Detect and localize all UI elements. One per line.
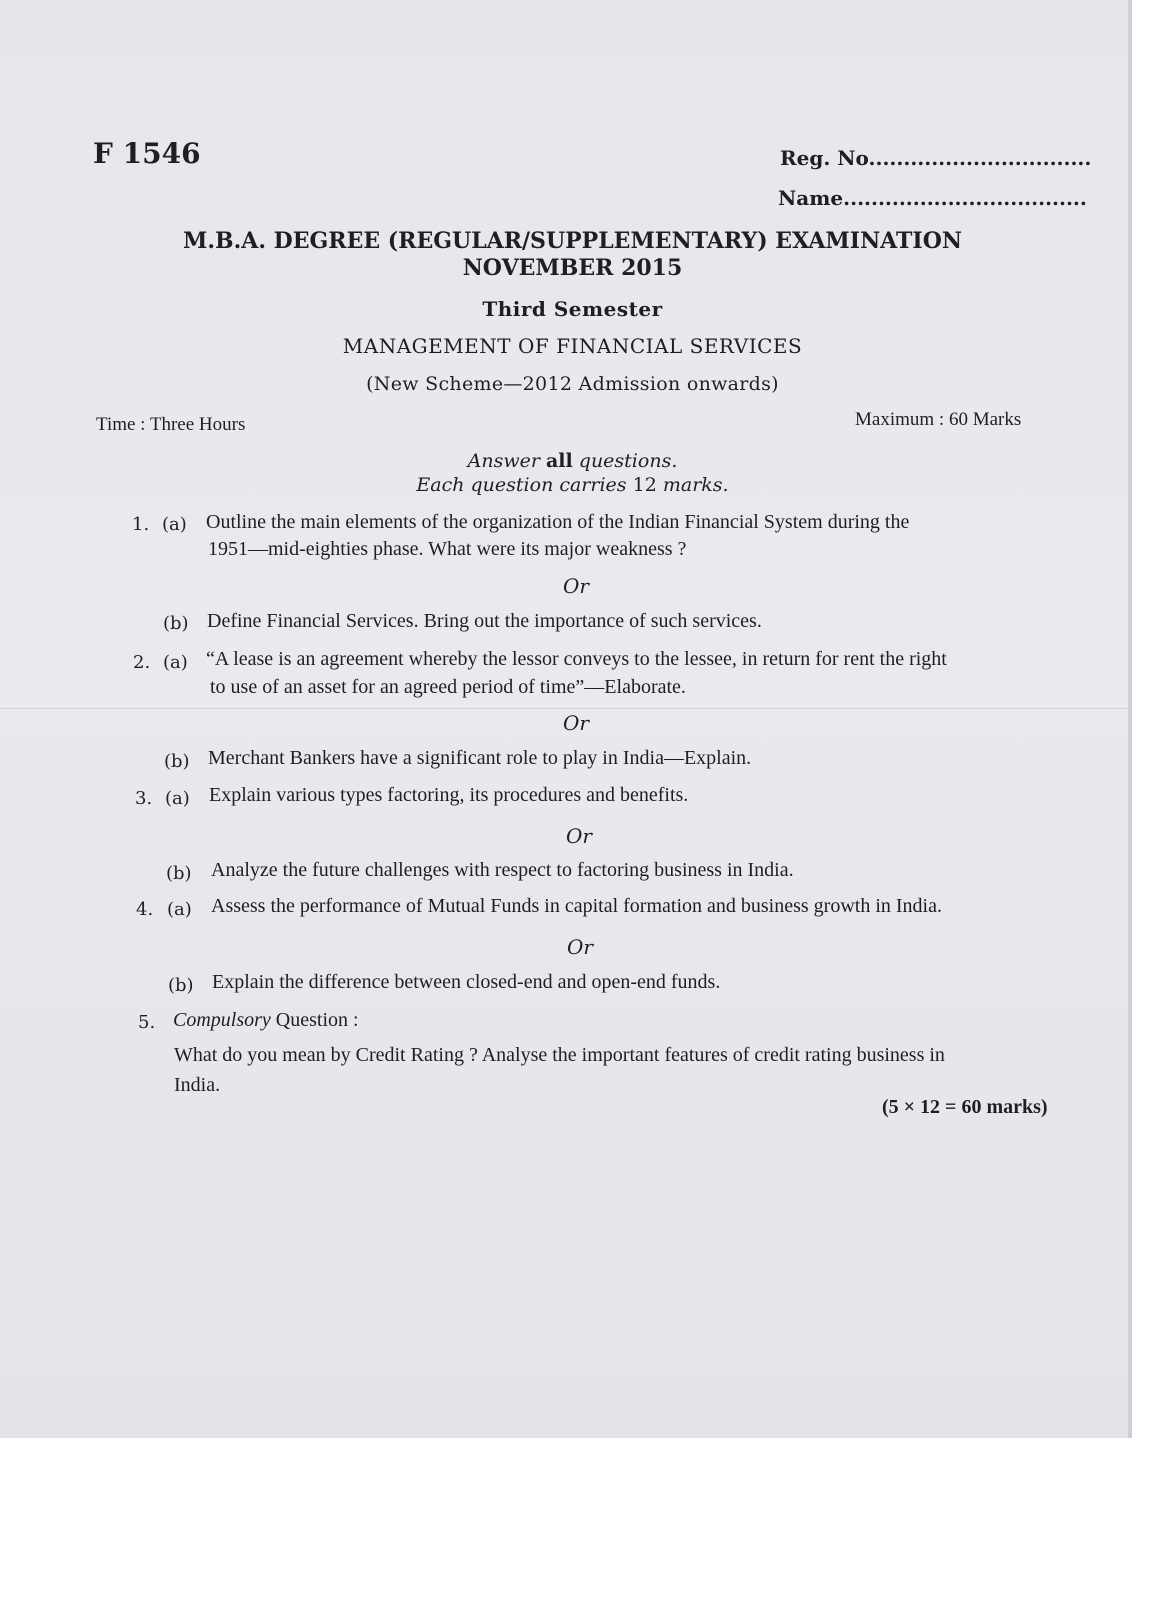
question-3b-label: (b) bbox=[166, 863, 192, 884]
exam-title: M.B.A. DEGREE (REGULAR/SUPPLEMENTARY) EXAMINATION bbox=[183, 228, 962, 254]
total-marks: (5 × 12 = 60 marks) bbox=[882, 1096, 1048, 1118]
question-2-number: 2. bbox=[133, 652, 151, 673]
instruction-1-bold: all bbox=[545, 450, 573, 472]
question-1b-label: (b) bbox=[163, 613, 189, 634]
question-2a-label: (a) bbox=[163, 652, 188, 673]
question-3a-label: (a) bbox=[165, 788, 190, 809]
reg-no-dots: ............................... bbox=[875, 146, 1092, 170]
question-5-line-1: What do you mean by Credit Rating ? Analyse the important features of credit rating business in bbox=[174, 1044, 945, 1066]
instruction-answer-all bbox=[0, 450, 1145, 472]
reg-no-field bbox=[780, 146, 1091, 170]
question-3a-text: Explain various types factoring, its procedures and benefits. bbox=[209, 784, 689, 806]
question-3-number: 3. bbox=[135, 788, 153, 809]
question-4-number: 4. bbox=[136, 899, 154, 920]
name-dots: ................................... bbox=[843, 186, 1087, 210]
scheme-note: (New Scheme—2012 Admission onwards) bbox=[366, 373, 779, 395]
question-1b-text: Define Financial Services. Bring out the importance of such services. bbox=[207, 610, 762, 632]
or-separator: Or bbox=[567, 935, 593, 959]
name-label: Name bbox=[778, 186, 844, 210]
instruction-2-post: marks. bbox=[662, 474, 729, 496]
question-4b-label: (b) bbox=[168, 975, 194, 996]
paper-edge bbox=[1128, 0, 1132, 1438]
question-3b-text: Analyze the future challenges with respect to factoring business in India. bbox=[211, 859, 794, 881]
question-2b-label: (b) bbox=[164, 751, 190, 772]
instruction-2-num: 12 bbox=[632, 474, 657, 496]
question-2b-text: Merchant Bankers have a significant role to play in India—Explain. bbox=[208, 747, 752, 769]
question-1-number: 1. bbox=[132, 514, 150, 535]
question-1a-label: (a) bbox=[162, 514, 187, 535]
instruction-1-pre: Answer bbox=[467, 450, 540, 472]
question-4a-label: (a) bbox=[167, 899, 192, 920]
question-1a-line-2: 1951—mid-eighties phase. What were its major weakness ? bbox=[208, 538, 687, 560]
maximum-marks: Maximum : 60 Marks bbox=[855, 409, 1022, 430]
question-4a-text: Assess the performance of Mutual Funds in capital formation and business growth in India. bbox=[211, 895, 942, 917]
question-4b-text: Explain the difference between closed-end and open-end funds. bbox=[212, 971, 721, 993]
question-5-heading-italic: Compulsory bbox=[173, 1009, 271, 1031]
question-1a-line-1: Outline the main elements of the organization of the Indian Financial System during the bbox=[206, 511, 910, 533]
subject-title: MANAGEMENT OF FINANCIAL SERVICES bbox=[342, 334, 803, 358]
reg-no-label: Reg. No. bbox=[780, 146, 876, 170]
paper-code: F 1546 bbox=[93, 137, 201, 170]
or-separator: Or bbox=[563, 711, 589, 735]
question-2a-line-2: to use of an asset for an agreed period of time”—Elaborate. bbox=[210, 676, 686, 698]
instruction-2-pre: Each question carries bbox=[416, 474, 627, 496]
name-field bbox=[778, 186, 1087, 210]
question-5-line-2: India. bbox=[174, 1074, 221, 1096]
time-allowed: Time : Three Hours bbox=[96, 414, 246, 435]
or-separator: Or bbox=[563, 574, 589, 598]
semester: Third Semester bbox=[482, 297, 663, 321]
instruction-marks-each bbox=[0, 474, 1145, 496]
question-5-number: 5. bbox=[138, 1012, 156, 1033]
question-2a-line-1: “A lease is an agreement whereby the lessor conveys to the lessee, in return for rent the right bbox=[206, 648, 947, 670]
exam-date: NOVEMBER 2015 bbox=[462, 255, 683, 281]
question-5-heading-rest: Question : bbox=[275, 1009, 359, 1031]
instruction-1-post: questions. bbox=[578, 450, 678, 472]
question-5-heading bbox=[173, 1009, 359, 1032]
paper-fold-line bbox=[0, 706, 1128, 709]
or-separator: Or bbox=[566, 824, 592, 848]
